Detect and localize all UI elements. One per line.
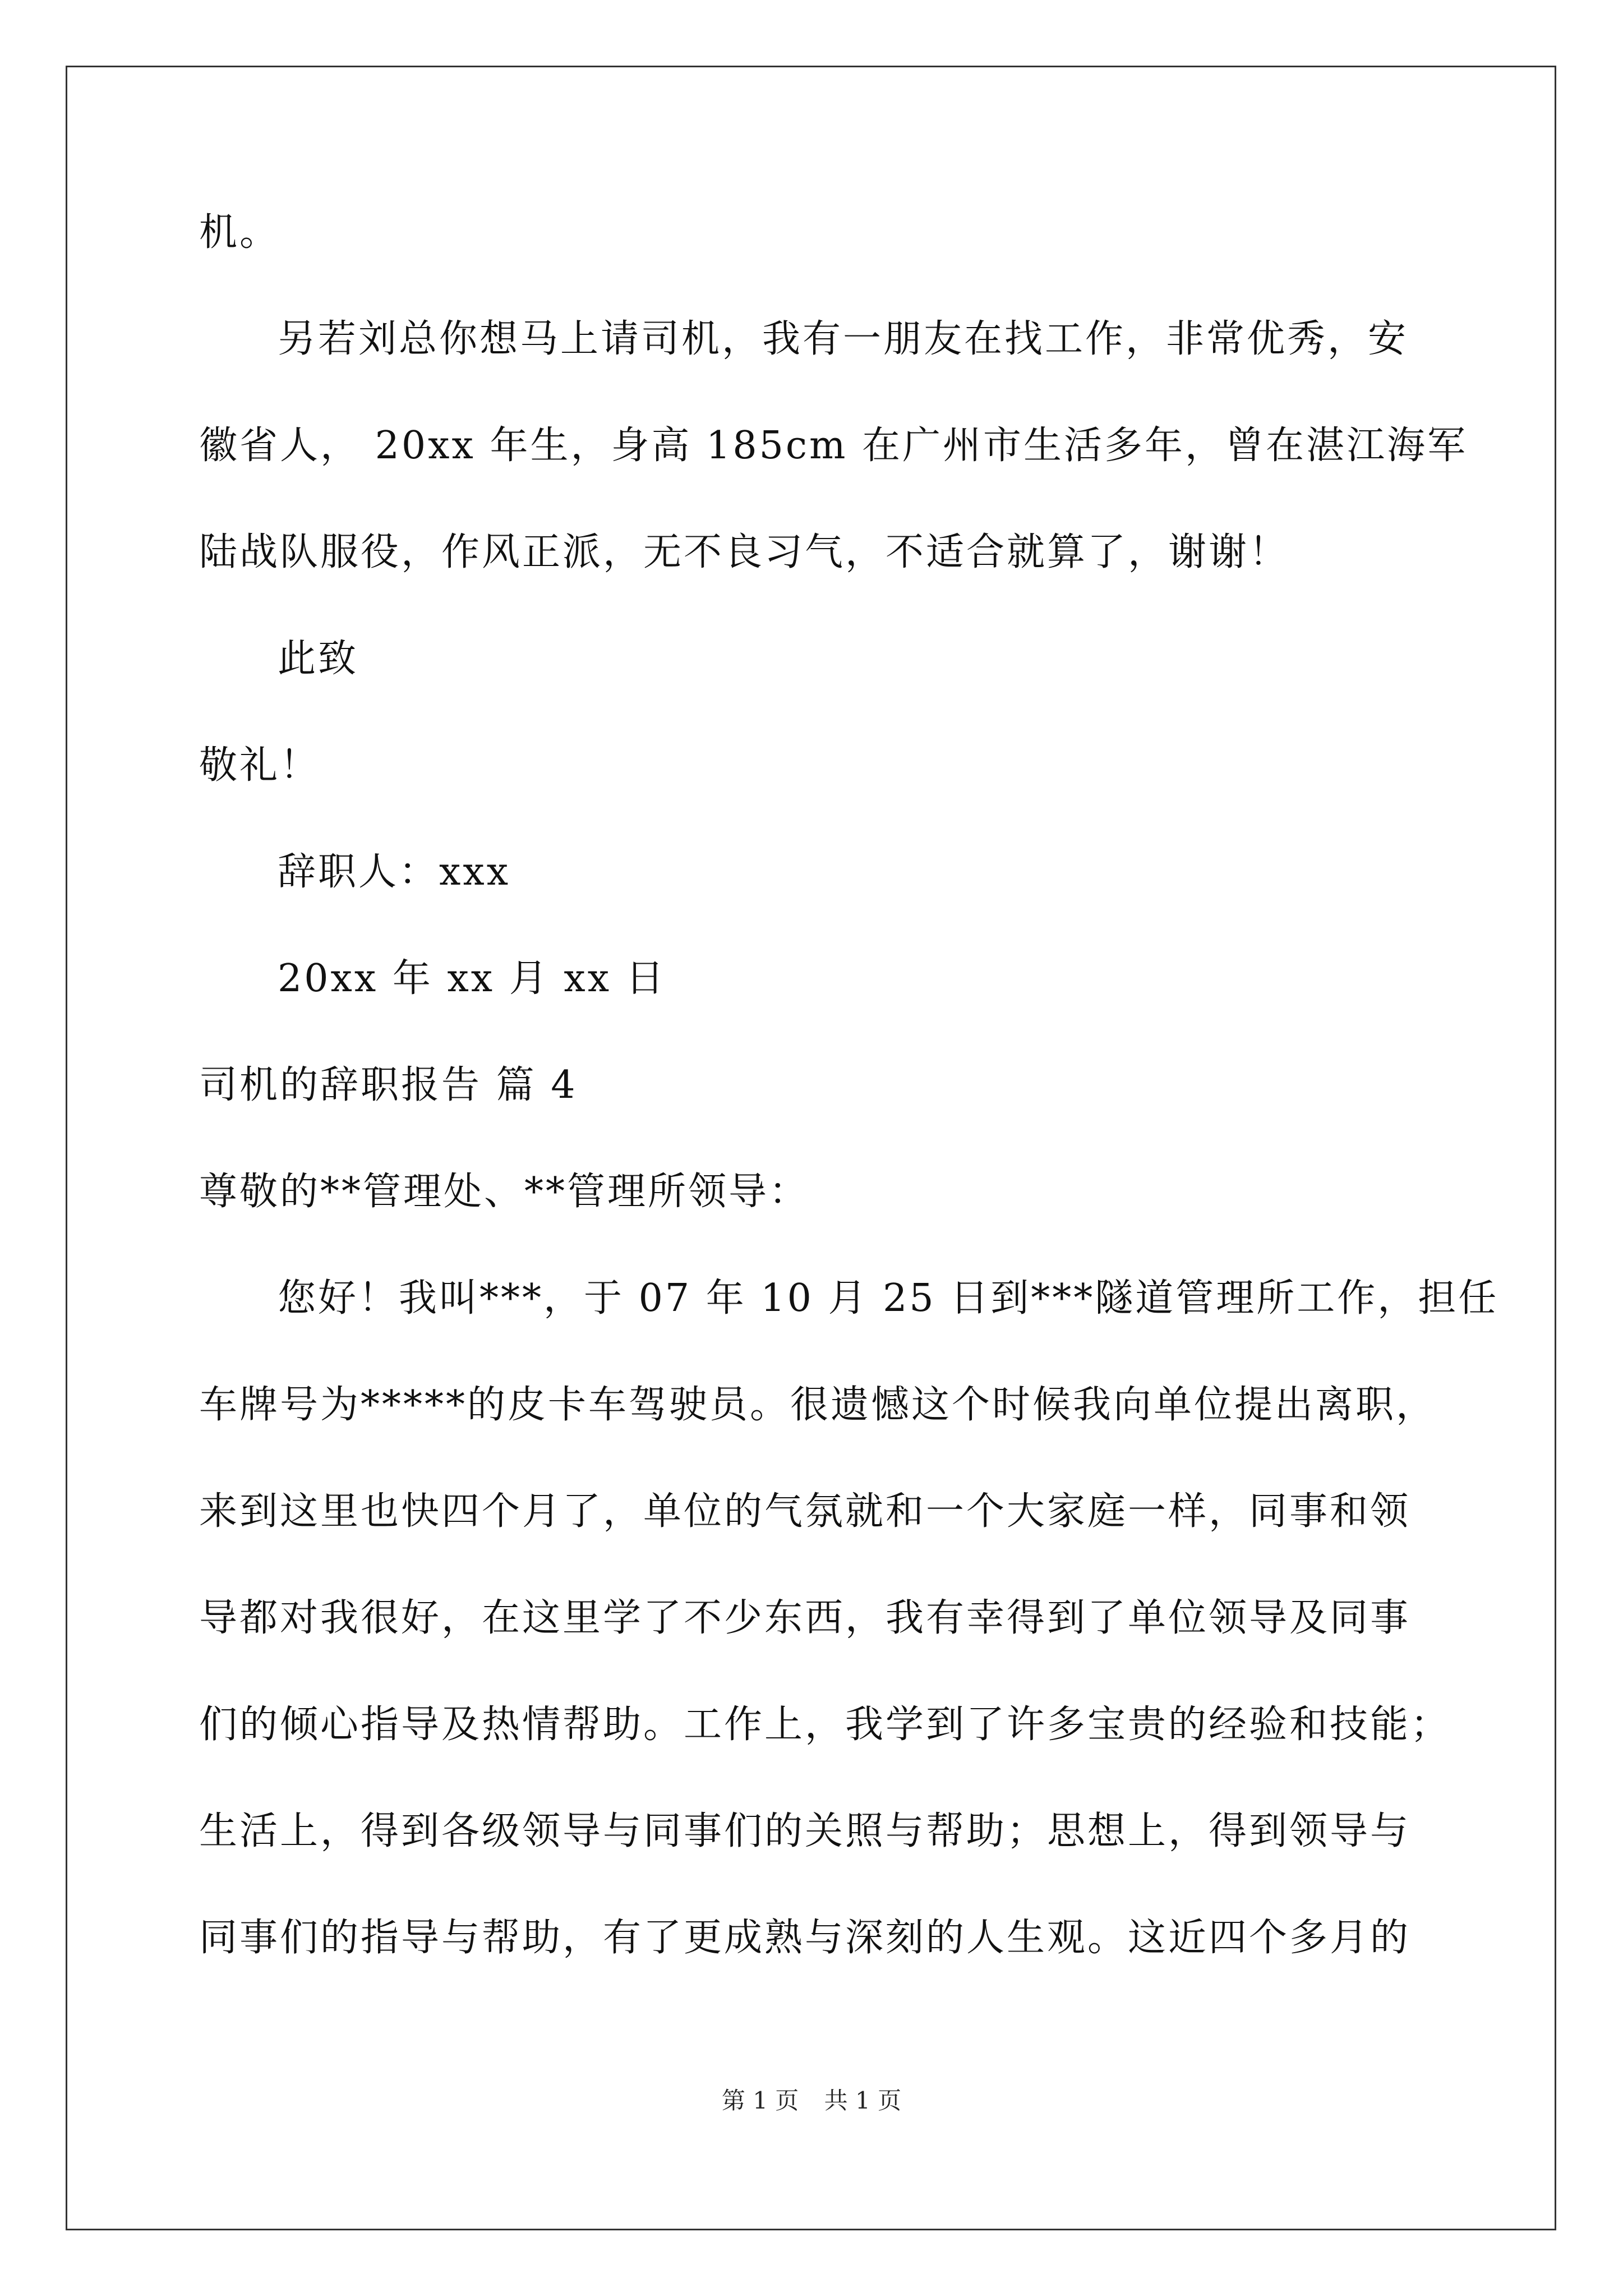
date-line: 20xx 年 xx 月 xx 日 — [278, 956, 666, 1001]
body-line: 们的倾心指导及热情帮助。工作上，我学到了许多宝贵的经验和技能； — [199, 1703, 1451, 1747]
body-line: 另若刘总你想马上请司机，我有一朋友在找工作，非常优秀，安 — [278, 317, 1409, 361]
signature-line: 辞职人：xxx — [278, 850, 511, 894]
body-line: 导都对我很好，在这里学了不少东西，我有幸得到了单位领导及同事 — [199, 1596, 1411, 1640]
page-number: 第 1 页 — [721, 2087, 799, 2114]
greeting-line: 尊敬的**管理处、**管理所领导： — [199, 1170, 810, 1214]
page-border — [66, 66, 1556, 2230]
body-line: 您好！我叫***，于 07 年 10 月 25 日到***隧道管理所工作，担任 — [278, 1276, 1499, 1320]
body-line: 机。 — [199, 210, 280, 255]
body-line: 生活上，得到各级领导与同事们的关照与帮助；思想上，得到领导与 — [199, 1809, 1411, 1853]
section-heading: 司机的辞职报告 篇 4 — [199, 1063, 578, 1107]
page-total: 共 1 页 — [824, 2087, 902, 2114]
closing-salutation: 此致 — [278, 637, 359, 681]
body-line: 车牌号为*****的皮卡车驾驶员。很遗憾这个时候我向单位提出离职， — [199, 1383, 1437, 1427]
body-line: 徽省人， 20xx 年生，身高 185cm 在广州市生活多年，曾在湛江海军 — [199, 424, 1468, 468]
closing-regards: 敬礼！ — [199, 743, 321, 788]
page-footer — [0, 2087, 1623, 2115]
body-line: 同事们的指导与帮助，有了更成熟与深刻的人生观。这近四个多月的 — [199, 1916, 1411, 1960]
body-line: 来到这里也快四个月了，单位的气氛就和一个大家庭一样，同事和领 — [199, 1489, 1411, 1534]
body-line: 陆战队服役，作风正派，无不良习气，不适合就算了，谢谢！ — [199, 530, 1290, 574]
